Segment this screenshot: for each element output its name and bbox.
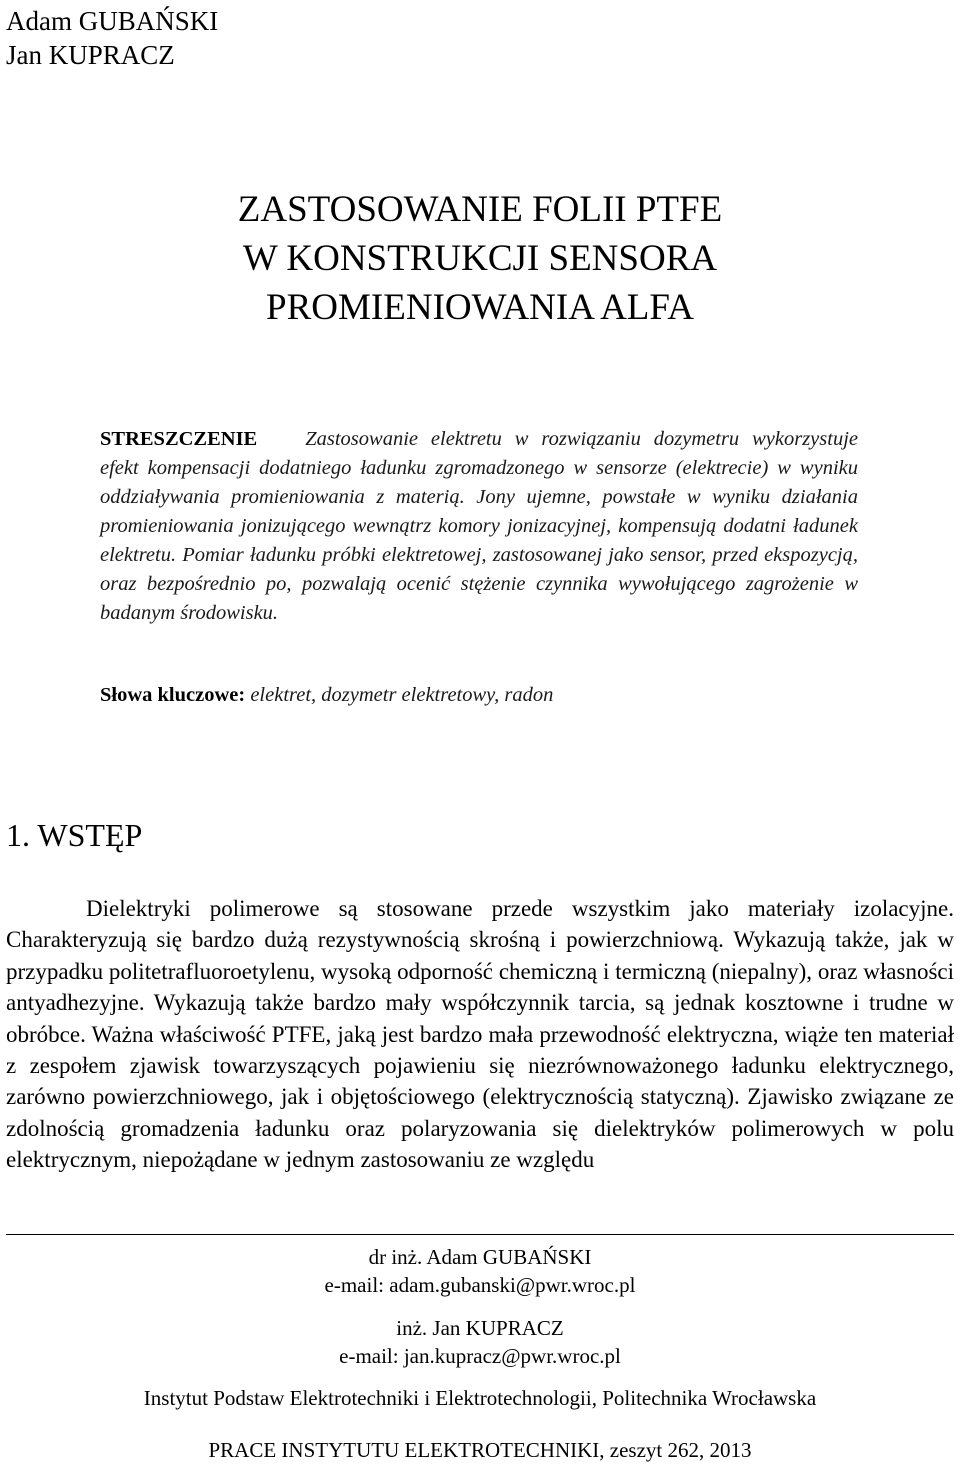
footnote-divider bbox=[6, 1234, 954, 1235]
footer-institute: Instytut Podstaw Elektrotechniki i Elektrotechnologii, Politechnika Wrocławska bbox=[143, 1386, 817, 1410]
abstract bbox=[100, 425, 858, 628]
footer-author-1-name: dr inż. Adam GUBAŃSKI bbox=[368, 1245, 592, 1269]
header-authors bbox=[6, 4, 218, 72]
abstract-text: Zastosowanie elektretu w rozwiązaniu dozymetru wykorzystuje efekt kompensacji dodatniego ładunku zgromadzonego w sensorze (elektrecie) w wyniku oddziaływania promieniowania z materią. Jony ujemne, powstałe w wyniku działania promieniowania jonizującego wewnątrz komory jonizacyjnej, kompensują dodatni ładunek elektretu. Pomiar ładunku próbki elektretowej, zastosowanej jako sensor, przed ekspozycją, oraz bezpośrednio po, pozwalają ocenić stężenie czynnika wywołującego zagrożenie w badanym środowisku. bbox=[100, 428, 858, 624]
keywords bbox=[100, 681, 858, 710]
title-line-2: W KONSTRUKCJI SENSORA bbox=[242, 238, 718, 279]
title-line-1: ZASTOSOWANIE FOLII PTFE bbox=[237, 189, 723, 230]
header-author-2: Jan KUPRACZ bbox=[6, 40, 175, 70]
section-paragraph: Dielektryki polimerowe są stosowane przede wszystkim jako materiały izolacyjne. Charakteryzują się bardzo dużą rezystywnością skrośną i powierzchniową. Wykazują także, jak w przypadku politetrafluoroetylenu, wysoką odporność chemiczną i termiczną (niepalny), oraz własności antyadhezyjne. Wykazują także bardzo mały współczynnik tarcia, są jednak kosztowne i trudne w obróbce. Ważna właściwość PTFE, jaką jest bardzo mała przewodność elektryczna, wiąże ten materiał z zespołem zjawisk towarzyszących pojawieniu się niezrównoważonego ładunku elektrycznego, zarówno powierzchniowego, jak i objętościowego (elektrycznością statyczną). Zjawisko związane ze zdolnością gromadzenia ładunku oraz polaryzowania się dielektryków polimerowych w polu elektrycznym, niepożądane w jednym zastosowaniu ze względu bbox=[6, 896, 954, 1173]
footer-author-1-email: e-mail: adam.gubanski@pwr.wroc.pl bbox=[324, 1273, 636, 1297]
title-line-3: PROMIENIOWANIA ALFA bbox=[266, 287, 694, 328]
section-heading: 1. WSTĘP bbox=[6, 817, 143, 853]
abstract-label: STRESZCZENIE bbox=[100, 428, 258, 450]
footer-author-2-email: e-mail: jan.kupracz@pwr.wroc.pl bbox=[339, 1344, 621, 1368]
footer-journal: PRACE INSTYTUTU ELEKTROTECHNIKI, zeszyt 262, 2013 bbox=[208, 1438, 752, 1462]
paper-title bbox=[0, 185, 960, 332]
keywords-text: elektret, dozymetr elektretowy, radon bbox=[250, 684, 554, 706]
keywords-label: Słowa kluczowe: bbox=[100, 684, 246, 706]
footer-author-2-name: inż. Jan KUPRACZ bbox=[396, 1316, 564, 1340]
header-author-1: Adam GUBAŃSKI bbox=[6, 6, 219, 36]
